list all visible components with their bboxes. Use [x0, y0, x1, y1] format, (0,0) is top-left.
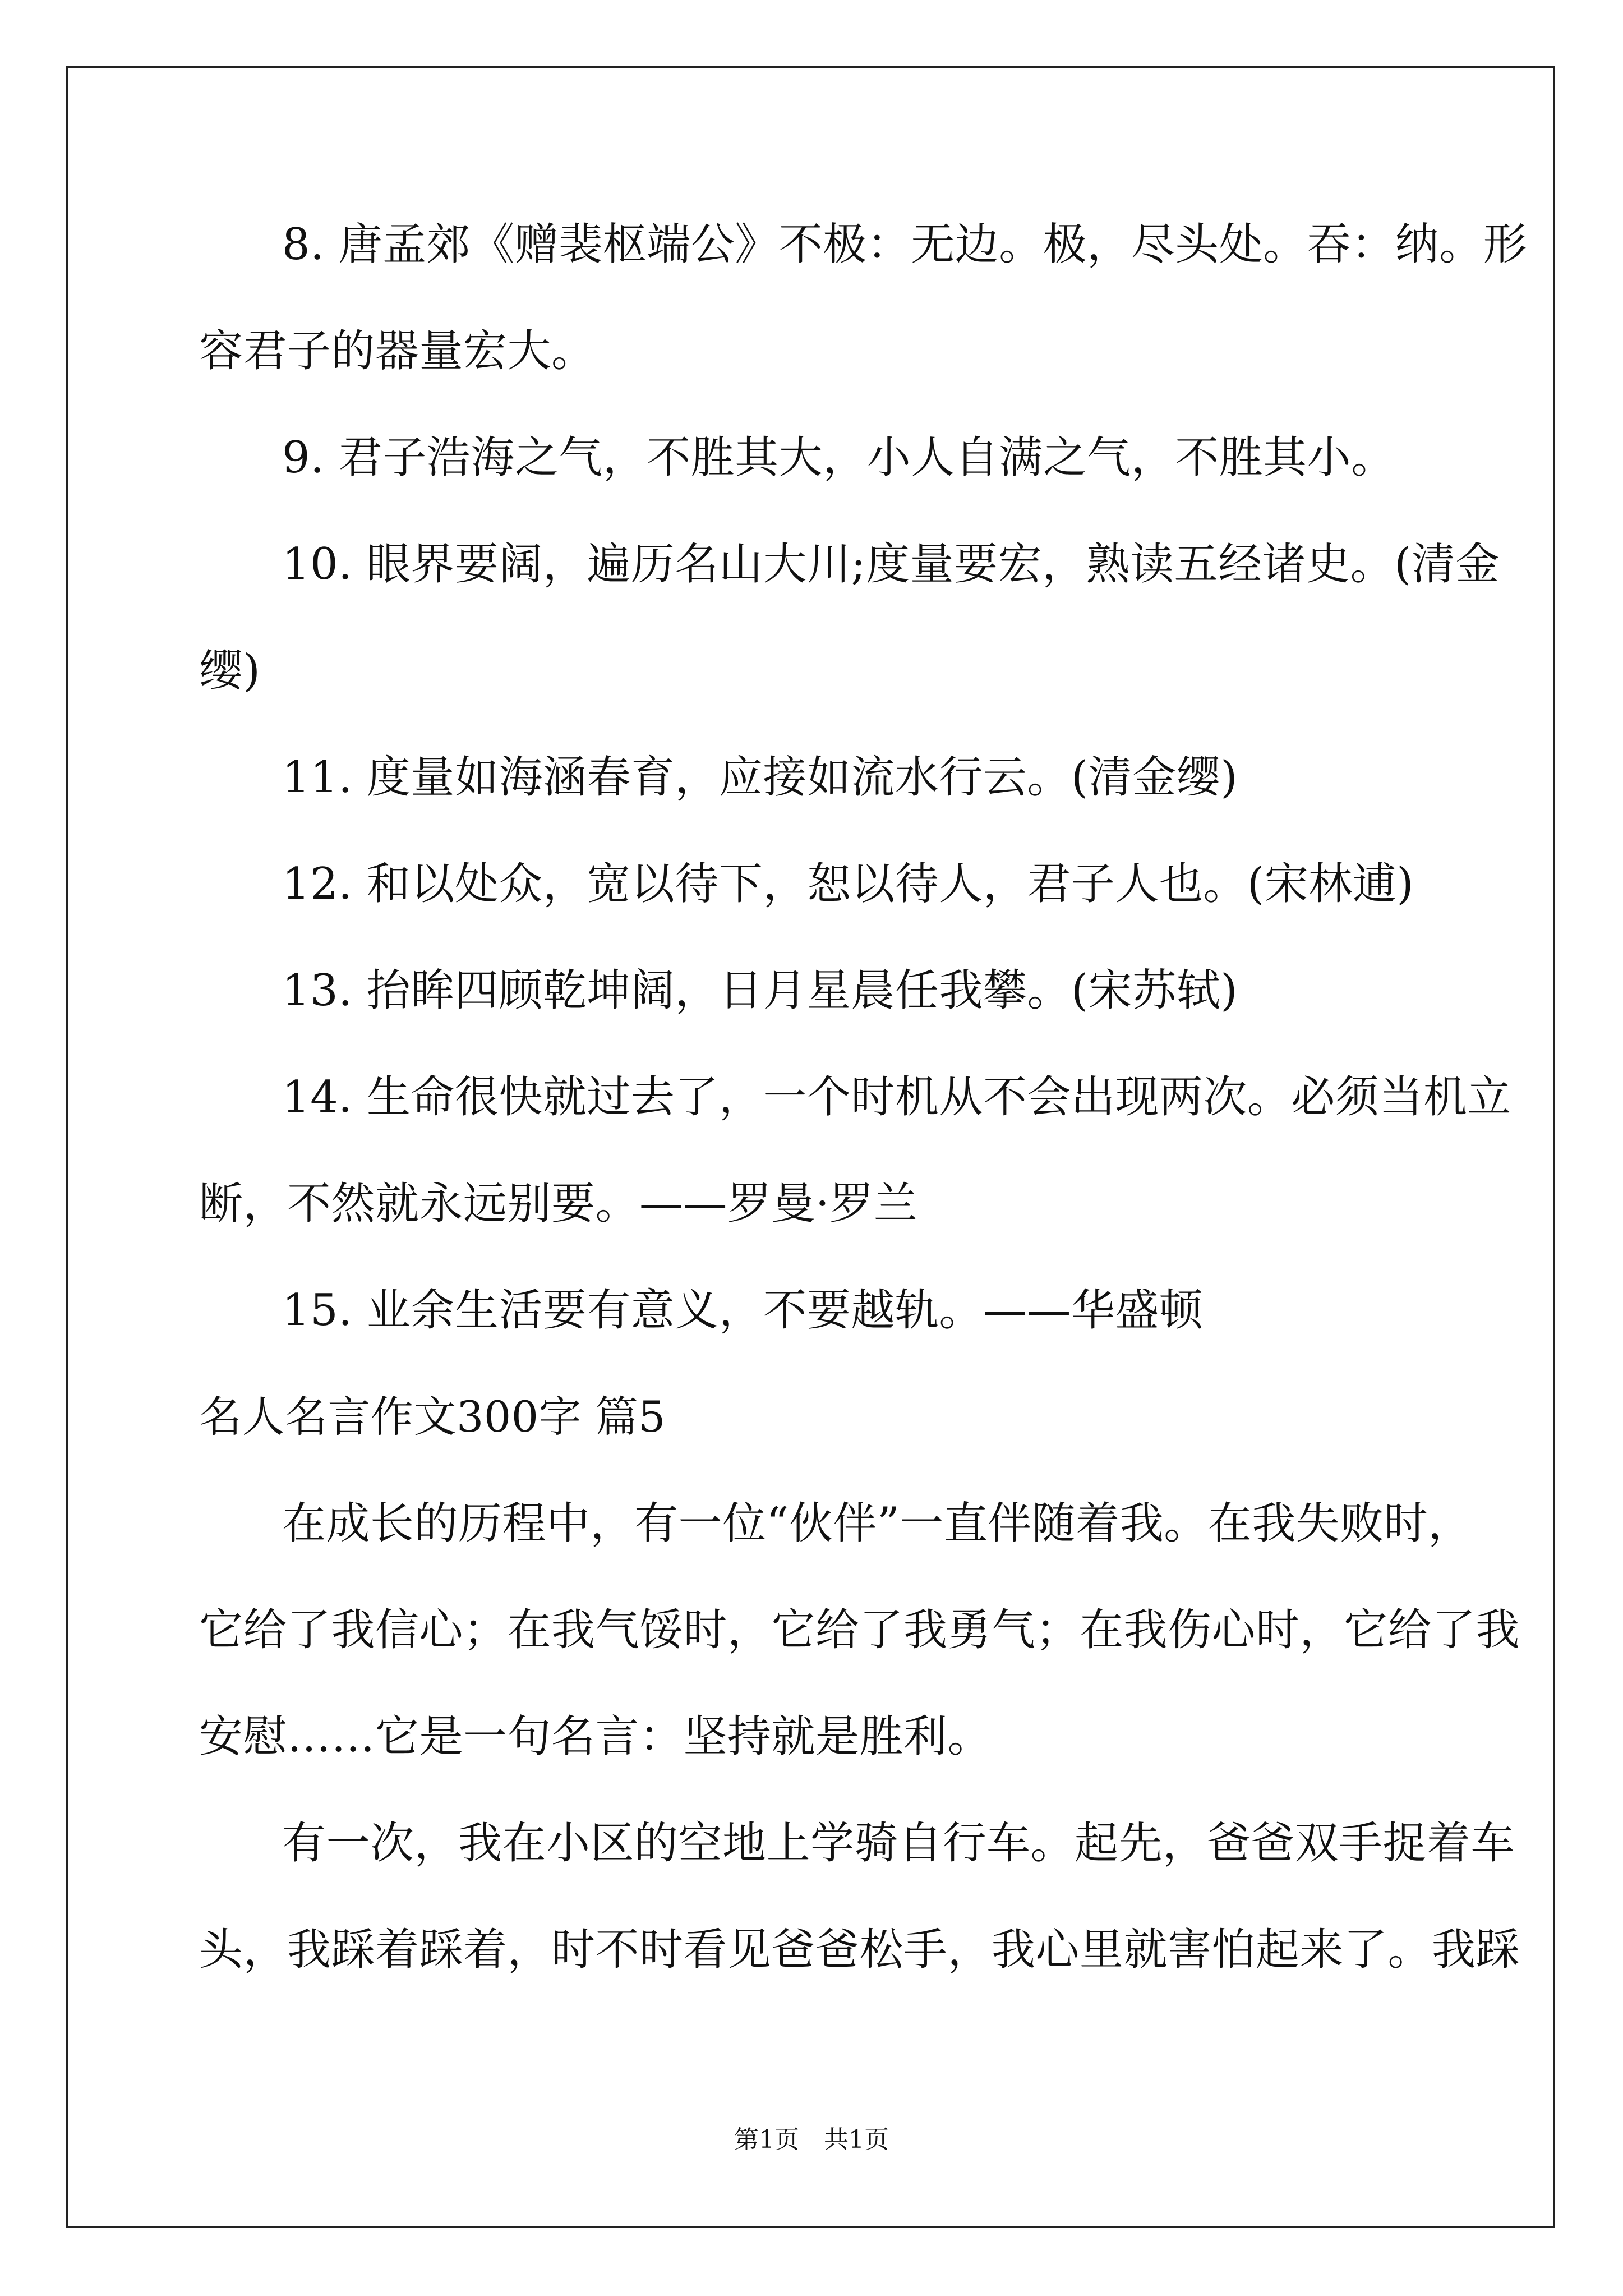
essay-paragraph-1-line-3: 安慰……它是一句名言：坚持就是胜利。 — [199, 1711, 992, 1762]
quote-14-line-1: 14. 生命很快就过去了，一个时机从不会出现两次。必须当机立 — [282, 1072, 1511, 1122]
page-footer: 第1页 共1页 — [734, 2125, 889, 2154]
essay-paragraph-1-line-2: 它给了我信心；在我气馁时，它给了我勇气；在我伤心时，它给了我 — [199, 1605, 1520, 1655]
document-body — [199, 213, 1528, 1981]
quote-8-line-2: 容君子的器量宏大。 — [199, 326, 596, 376]
quote-12: 12. 和以处众，宽以待下，恕以待人，君子人也。(宋林逋) — [282, 859, 1414, 909]
section-heading: 名人名言作文300字 篇5 — [199, 1392, 666, 1442]
essay-paragraph-1-line-1: 在成长的历程中，有一位“伙伴”一直伴随着我。在我失败时， — [282, 1498, 1472, 1549]
quote-9: 9. 君子浩海之气，不胜其大，小人自满之气，不胜其小。 — [282, 432, 1395, 483]
quote-15: 15. 业余生活要有意义，不要越轨。——华盛顿 — [282, 1285, 1204, 1336]
quote-14-line-2: 断，不然就永远别要。——罗曼·罗兰 — [199, 1179, 918, 1229]
quote-8-line-1: 8. 唐孟郊《赠裴枢端公》不极：无边。极，尽头处。吞：纳。形 — [282, 219, 1528, 270]
essay-paragraph-2-line-2: 头，我踩着踩着，时不时看见爸爸松手，我心里就害怕起来了。我踩 — [199, 1925, 1520, 1975]
essay-paragraph-2-line-1: 有一次，我在小区的空地上学骑自行车。起先，爸爸双手捉着车 — [282, 1818, 1515, 1869]
quote-10-line-2: 缨) — [199, 646, 261, 696]
quote-10-line-1: 10. 眼界要阔，遍历名山大川;度量要宏，熟读五经诸史。(清金 — [282, 539, 1500, 590]
quote-13: 13. 抬眸四顾乾坤阔，日月星晨任我攀。(宋苏轼) — [282, 965, 1238, 1016]
quote-11: 11. 度量如海涵春育，应接如流水行云。(清金缨) — [282, 752, 1238, 803]
